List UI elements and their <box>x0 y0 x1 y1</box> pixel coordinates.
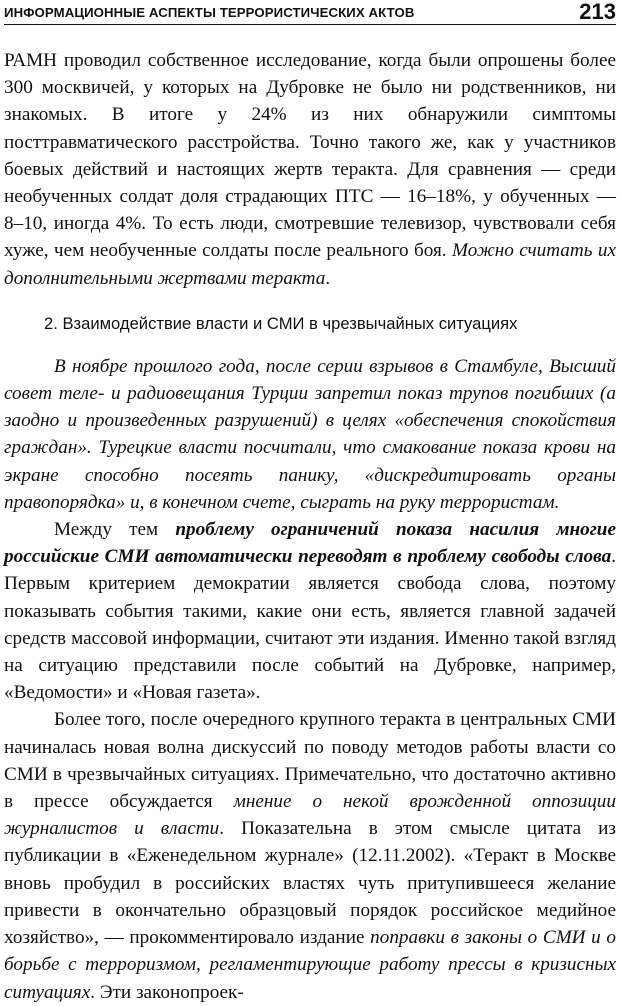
p3-italic1: мнение о некой врожденной оппозиции журналистов и власти <box>4 791 616 840</box>
p2-rest: . Первым критерием демократии является свобода слова, поэтому показывать события такими, какие они есть, является главной задачей средств массовой информации, считают эти издания. Именно такой взгляд на ситуацию представили после событий на Дубровке, например, «Ведомости» и «Новая газета». <box>4 546 616 704</box>
paragraph-3 <box>4 706 616 1005</box>
p3-part4: . Эти законопроек- <box>90 981 244 1003</box>
p3-part2: . Показательна в этом смысле цитата из публикации в «Еженедельном журнале» (12.11.2002). «Теракт в Москве вновь пробудил в российских властях чуть притупившееся желание привести в окончательно образцовый порядок российское медийное хозяйство», — прокомментировало издание <box>4 818 616 949</box>
p3-part3: , <box>196 954 210 976</box>
paragraph-1 <box>4 47 616 292</box>
p2-start: Между тем <box>54 519 176 541</box>
running-title: ИНФОРМАЦИОННЫЕ АСПЕКТЫ ТЕРРОРИСТИЧЕСКИХ АКТОВ <box>4 5 415 20</box>
page-number: 213 <box>579 0 616 24</box>
p3-italic2: поправки в законы о СМИ и о борьбе с терроризмом <box>4 927 616 976</box>
p1-text: РАМН проводил собственное исследование, когда были опрошены более 300 москвичей, у которых на Дубровке не было ни родственников, ни знакомых. В итоге у 24% из них обнаружили симптомы посттравматического расстройства. Точно такого же, как у участников боевых действий и настоящих жертв теракта. Для сравнения — среди необученных солдат доля страдающих ПТС — 16–18%, у обученных — 8–10, иногда 4%. То есть люди, смотревшие телевизор, чувствовали себя хуже, чем необученные солдаты после реального боя. <box>4 50 616 262</box>
page-body <box>4 47 616 1006</box>
p1-italic: Можно считать их дополнительными жертвами теракта <box>4 240 616 289</box>
p1-end: . <box>325 267 331 289</box>
p3-part1: Более того, после очередного крупного теракта в центральных СМИ начиналась новая волна дискуссий по поводу методов работы власти со СМИ в чрезвычайных ситуациях. Примечательно, что достаточно активно в прессе обсуждается <box>4 709 616 813</box>
lead-paragraph: В ноябре прошлого года, после серии взрывов в Стамбуле, Высший совет теле- и радиовещания Турции запретил показ трупов погибших (а заодно и произведенных разрушений) в целях «обеспечения спокойствия граждан». Турецкие власти посчитали, что смакование показа крови на экране способно посеять панику, «дискредитировать органы правопорядка» и, в конечном счете, сыграть на руку террористам. <box>4 355 616 513</box>
p3-italic3: регламентирующие работу прессы в кризисных ситуациях <box>4 954 617 1003</box>
running-header <box>4 0 616 25</box>
p2-emphasis: проблему ограничений показа насилия многие российские СМИ автоматически переводят в проблему свободы слова <box>4 519 616 568</box>
paragraph-2 <box>4 516 616 706</box>
section-title: 2. Взаимодействие власти и СМИ в чрезвычайных ситуациях <box>44 313 518 333</box>
